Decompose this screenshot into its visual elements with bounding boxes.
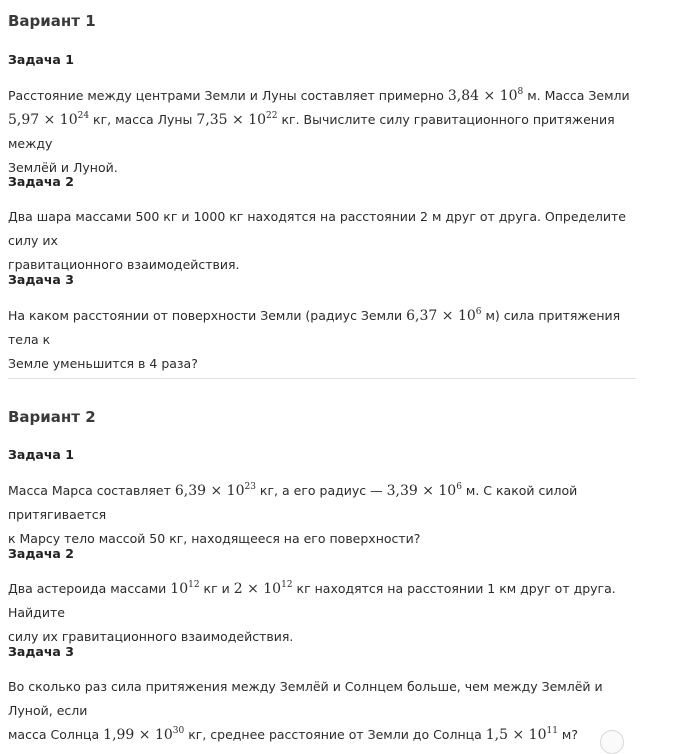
v1-task-3-text: На каком расстоянии от поверхности Земли (радиус Земли $6,37 \times 10^6$ м) сила притяжения тела к Земле уменьшится в 4 раза? <box>8 307 621 371</box>
scroll-down-button[interactable] <box>600 730 624 754</box>
v2-task-2-title: Задача 2 <box>8 546 74 561</box>
v1-task-2-title: Задача 2 <box>8 174 74 189</box>
v1-task-1-title: Задача 1 <box>8 52 74 67</box>
v1-task-1-text: Расстояние между центрами Земли и Луны составляет примерно $3,84 \times 10^8$ м. Масса Земли $5,97 \times 10^{24}$ кг, масса Луны $7,35 \times 10^{22}$ кг. Вычислите силу гравитационного притяжения между Землёй и Луной. <box>8 87 630 175</box>
v2-task-1-text: Масса Марса составляет $6,39 \times 10^{23}$ кг, а его радиус — $3,39 \times 10^6$ м. С какой силой притягивается к Марсу тело массой 50 кг, находящееся на его поверхности? <box>8 482 578 546</box>
v2-task-3-text: Во сколько раз сила притяжения между Землёй и Солнцем больше, чем между Землёй и Луной, если масса Солнца $1,99 \times 10^{30}$ кг, среднее расстояние от Земли до Солнца $1,5 \times 10^{11}$ м? <box>8 679 603 743</box>
v2-task-1-title: Задача 1 <box>8 447 74 462</box>
divider <box>8 378 636 379</box>
variant-2-heading: Вариант 2 <box>8 408 96 426</box>
v1-task-2-text: Два шара массами 500 кг и 1000 кг находятся на расстоянии 2 м друг от друга. Определите силу их гравитационного взаимодействия. <box>8 209 626 272</box>
v2-task-2-text: Два астероида массами $10^{12}$ кг и $2 \times 10^{12}$ кг находятся на расстоянии 1 км друг от друга. Найдите силу их гравитационного взаимодействия. <box>8 580 616 644</box>
v2-task-3-title: Задача 3 <box>8 644 74 659</box>
v1-task-3-title: Задача 3 <box>8 272 74 287</box>
variant-1-heading: Вариант 1 <box>8 12 96 30</box>
